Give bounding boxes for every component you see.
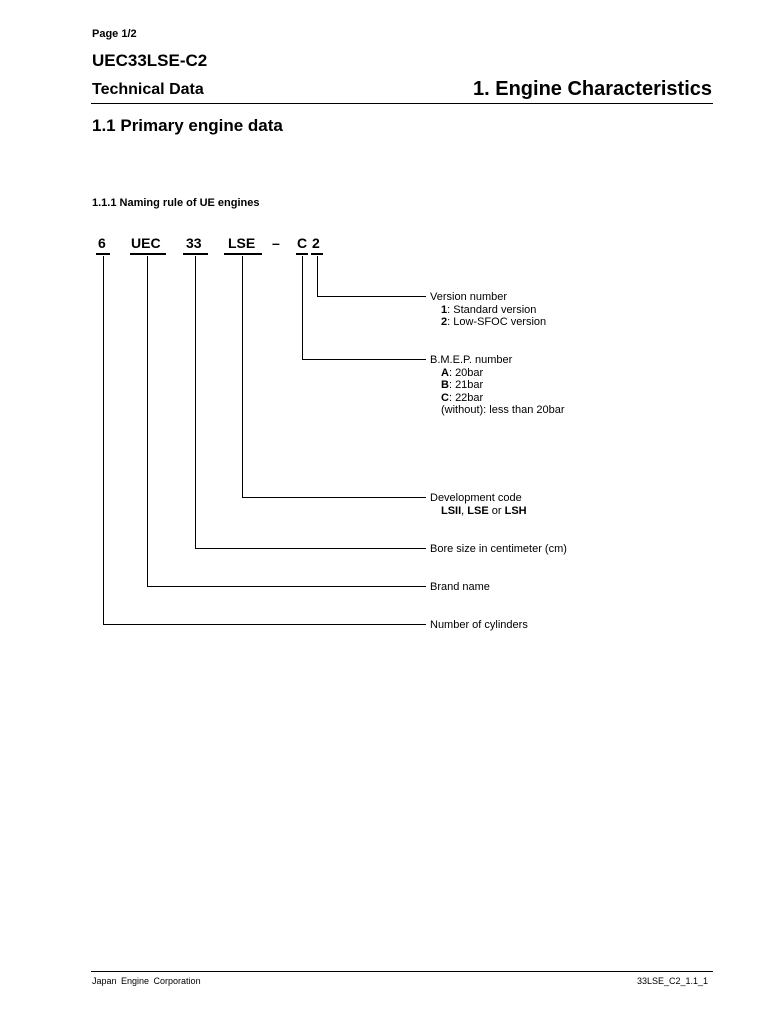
desc-version-opt1 bbox=[430, 304, 546, 317]
section-title: 1.1 Primary engine data bbox=[92, 116, 283, 135]
desc-development bbox=[430, 492, 527, 517]
dev-code-1: LSII bbox=[441, 504, 462, 517]
desc-bore: Bore size in centimeter (cm) bbox=[430, 543, 567, 555]
desc-dev-codes bbox=[430, 505, 527, 518]
code-bore: 33 bbox=[186, 235, 202, 251]
bmep-key-a: A bbox=[441, 366, 449, 379]
bmep-key-c: C bbox=[441, 391, 449, 404]
desc-bmep-a bbox=[430, 367, 565, 380]
leader-version bbox=[318, 256, 427, 297]
desc-version-title: Version number bbox=[430, 291, 508, 303]
code-version: 2 bbox=[312, 235, 320, 251]
bmep-key-b: B bbox=[441, 379, 449, 391]
version-text-2: : Low-SFOC version bbox=[447, 316, 547, 328]
dev-sep-1: , bbox=[461, 504, 468, 517]
leader-brand bbox=[148, 256, 427, 587]
code-cylinders: 6 bbox=[98, 235, 106, 251]
code-development: LSE bbox=[228, 235, 256, 251]
version-text-1: : Standard version bbox=[447, 303, 537, 316]
dev-code-3: LSH bbox=[504, 504, 527, 517]
dev-code-2: LSE bbox=[467, 504, 489, 517]
leader-cylinders bbox=[104, 256, 427, 625]
leader-bmep bbox=[303, 256, 427, 360]
leader-bore bbox=[196, 256, 427, 549]
code-dash: – bbox=[272, 235, 280, 251]
desc-bmep-b bbox=[430, 379, 565, 392]
desc-cylinders: Number of cylinders bbox=[430, 619, 528, 631]
bmep-text-a: : 20bar bbox=[448, 366, 484, 379]
footer-divider bbox=[91, 971, 713, 972]
version-key-2: 2 bbox=[441, 316, 448, 328]
page-number: Page 1/2 bbox=[92, 28, 137, 40]
code-bmep: C bbox=[297, 235, 308, 251]
desc-bmep bbox=[430, 354, 565, 417]
footer-company: Japan Engine Corporation bbox=[92, 976, 201, 986]
desc-version-opt2 bbox=[430, 316, 546, 329]
desc-bmep-none: (without): less than 20bar bbox=[441, 404, 565, 416]
desc-brand: Brand name bbox=[430, 581, 490, 593]
desc-bmep-c bbox=[430, 392, 565, 405]
engine-model-title: UEC33LSE-C2 bbox=[92, 51, 208, 70]
chapter-title: 1. Engine Characteristics bbox=[473, 78, 712, 100]
code-brand: UEC bbox=[131, 235, 161, 251]
dev-sep-2: or bbox=[488, 504, 505, 517]
section-label: Technical Data bbox=[92, 81, 204, 98]
version-key-1: 1 bbox=[441, 303, 448, 316]
leader-development bbox=[243, 256, 427, 498]
bmep-text-c: : 22bar bbox=[448, 391, 484, 404]
bmep-text-b: : 21bar bbox=[448, 379, 484, 391]
subsection-title: 1.1.1 Naming rule of UE engines bbox=[92, 197, 260, 209]
desc-dev-title: Development code bbox=[430, 492, 522, 504]
desc-version bbox=[430, 291, 546, 329]
desc-bmep-title: B.M.E.P. number bbox=[430, 354, 513, 366]
footer-doc-code: 33LSE_C2_1.1_1 bbox=[636, 976, 708, 986]
